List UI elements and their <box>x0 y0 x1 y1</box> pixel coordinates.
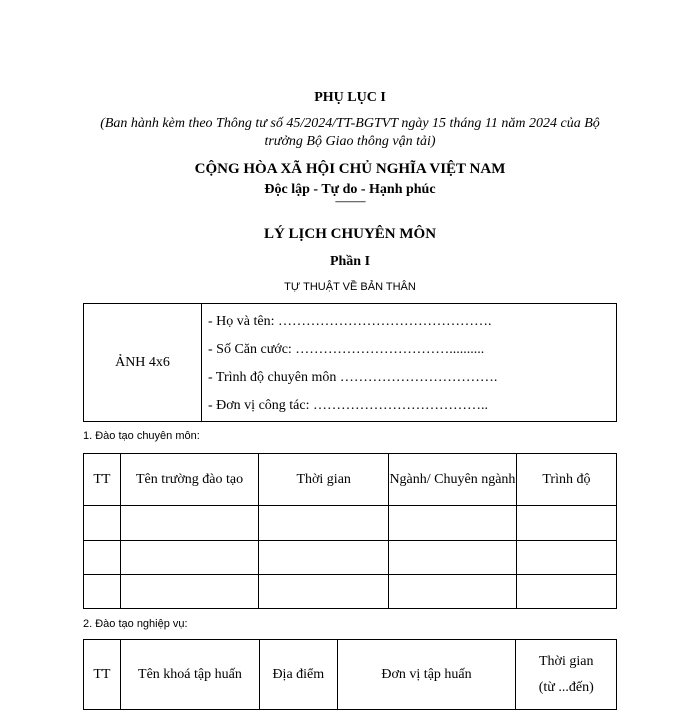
section1-heading: 1. Đào tạo chuyên môn: <box>83 430 200 442</box>
issuance-note-line2: trưởng Bộ Giao thông vận tải) <box>264 134 436 149</box>
col-header-major: Ngành/ Chuyên ngành <box>389 454 517 506</box>
col-header-level: Trình độ <box>516 454 616 506</box>
table-row <box>84 575 617 609</box>
personal-info-table <box>83 303 617 422</box>
part-title: Phần I <box>329 254 371 269</box>
section2-heading: 2. Đào tạo nghiệp vụ: <box>83 618 188 630</box>
national-title: CỘNG HÒA XÃ HỘI CHỦ NGHĨA VIỆT NAM <box>194 161 506 177</box>
col-header-organizer: Đơn vị tập huấn <box>337 640 516 710</box>
issuance-note-line1: (Ban hành kèm theo Thông tư số 45/2024/TT-BGTVT ngày 15 tháng 11 năm 2024 của Bộ <box>100 116 600 131</box>
table-row <box>84 541 617 575</box>
photo-placeholder <box>84 304 202 422</box>
period-range-label: (từ ...đến) <box>538 679 594 695</box>
national-motto: Độc lập - Tự do - Hạnh phúc <box>264 182 436 197</box>
col-header-tt: TT <box>84 640 121 710</box>
professional-training-table <box>83 453 617 609</box>
table-row <box>84 506 617 541</box>
document-title: LÝ LỊCH CHUYÊN MÔN <box>263 226 437 242</box>
col-header-course: Tên khoá tập huấn <box>120 640 259 710</box>
col-header-tt: TT <box>84 454 121 506</box>
part-subtitle: TỰ THUẬT VỀ BẢN THÂN <box>284 281 416 293</box>
period-label: Thời gian <box>539 653 594 669</box>
col-header-location: Địa điểm <box>259 640 337 710</box>
photo-label: ẢNH 4x6 <box>115 354 170 370</box>
motto-rule: --------------- <box>335 196 365 206</box>
col-header-time: Thời gian <box>259 454 389 506</box>
qualification-field: - Trình độ chuyên môn ……………………………. <box>208 369 498 385</box>
col-header-period <box>516 640 617 710</box>
appendix-title: PHỤ LỤC I <box>314 90 386 105</box>
workplace-field: - Đơn vị công tác: ……………………………….. <box>208 397 488 413</box>
vocational-training-table <box>83 639 617 710</box>
full-name-field: - Họ và tên: ………………………………………. <box>208 313 492 329</box>
col-header-school: Tên trường đào tạo <box>120 454 259 506</box>
id-card-field: - Số Căn cước: …………………………….......... <box>208 341 485 357</box>
